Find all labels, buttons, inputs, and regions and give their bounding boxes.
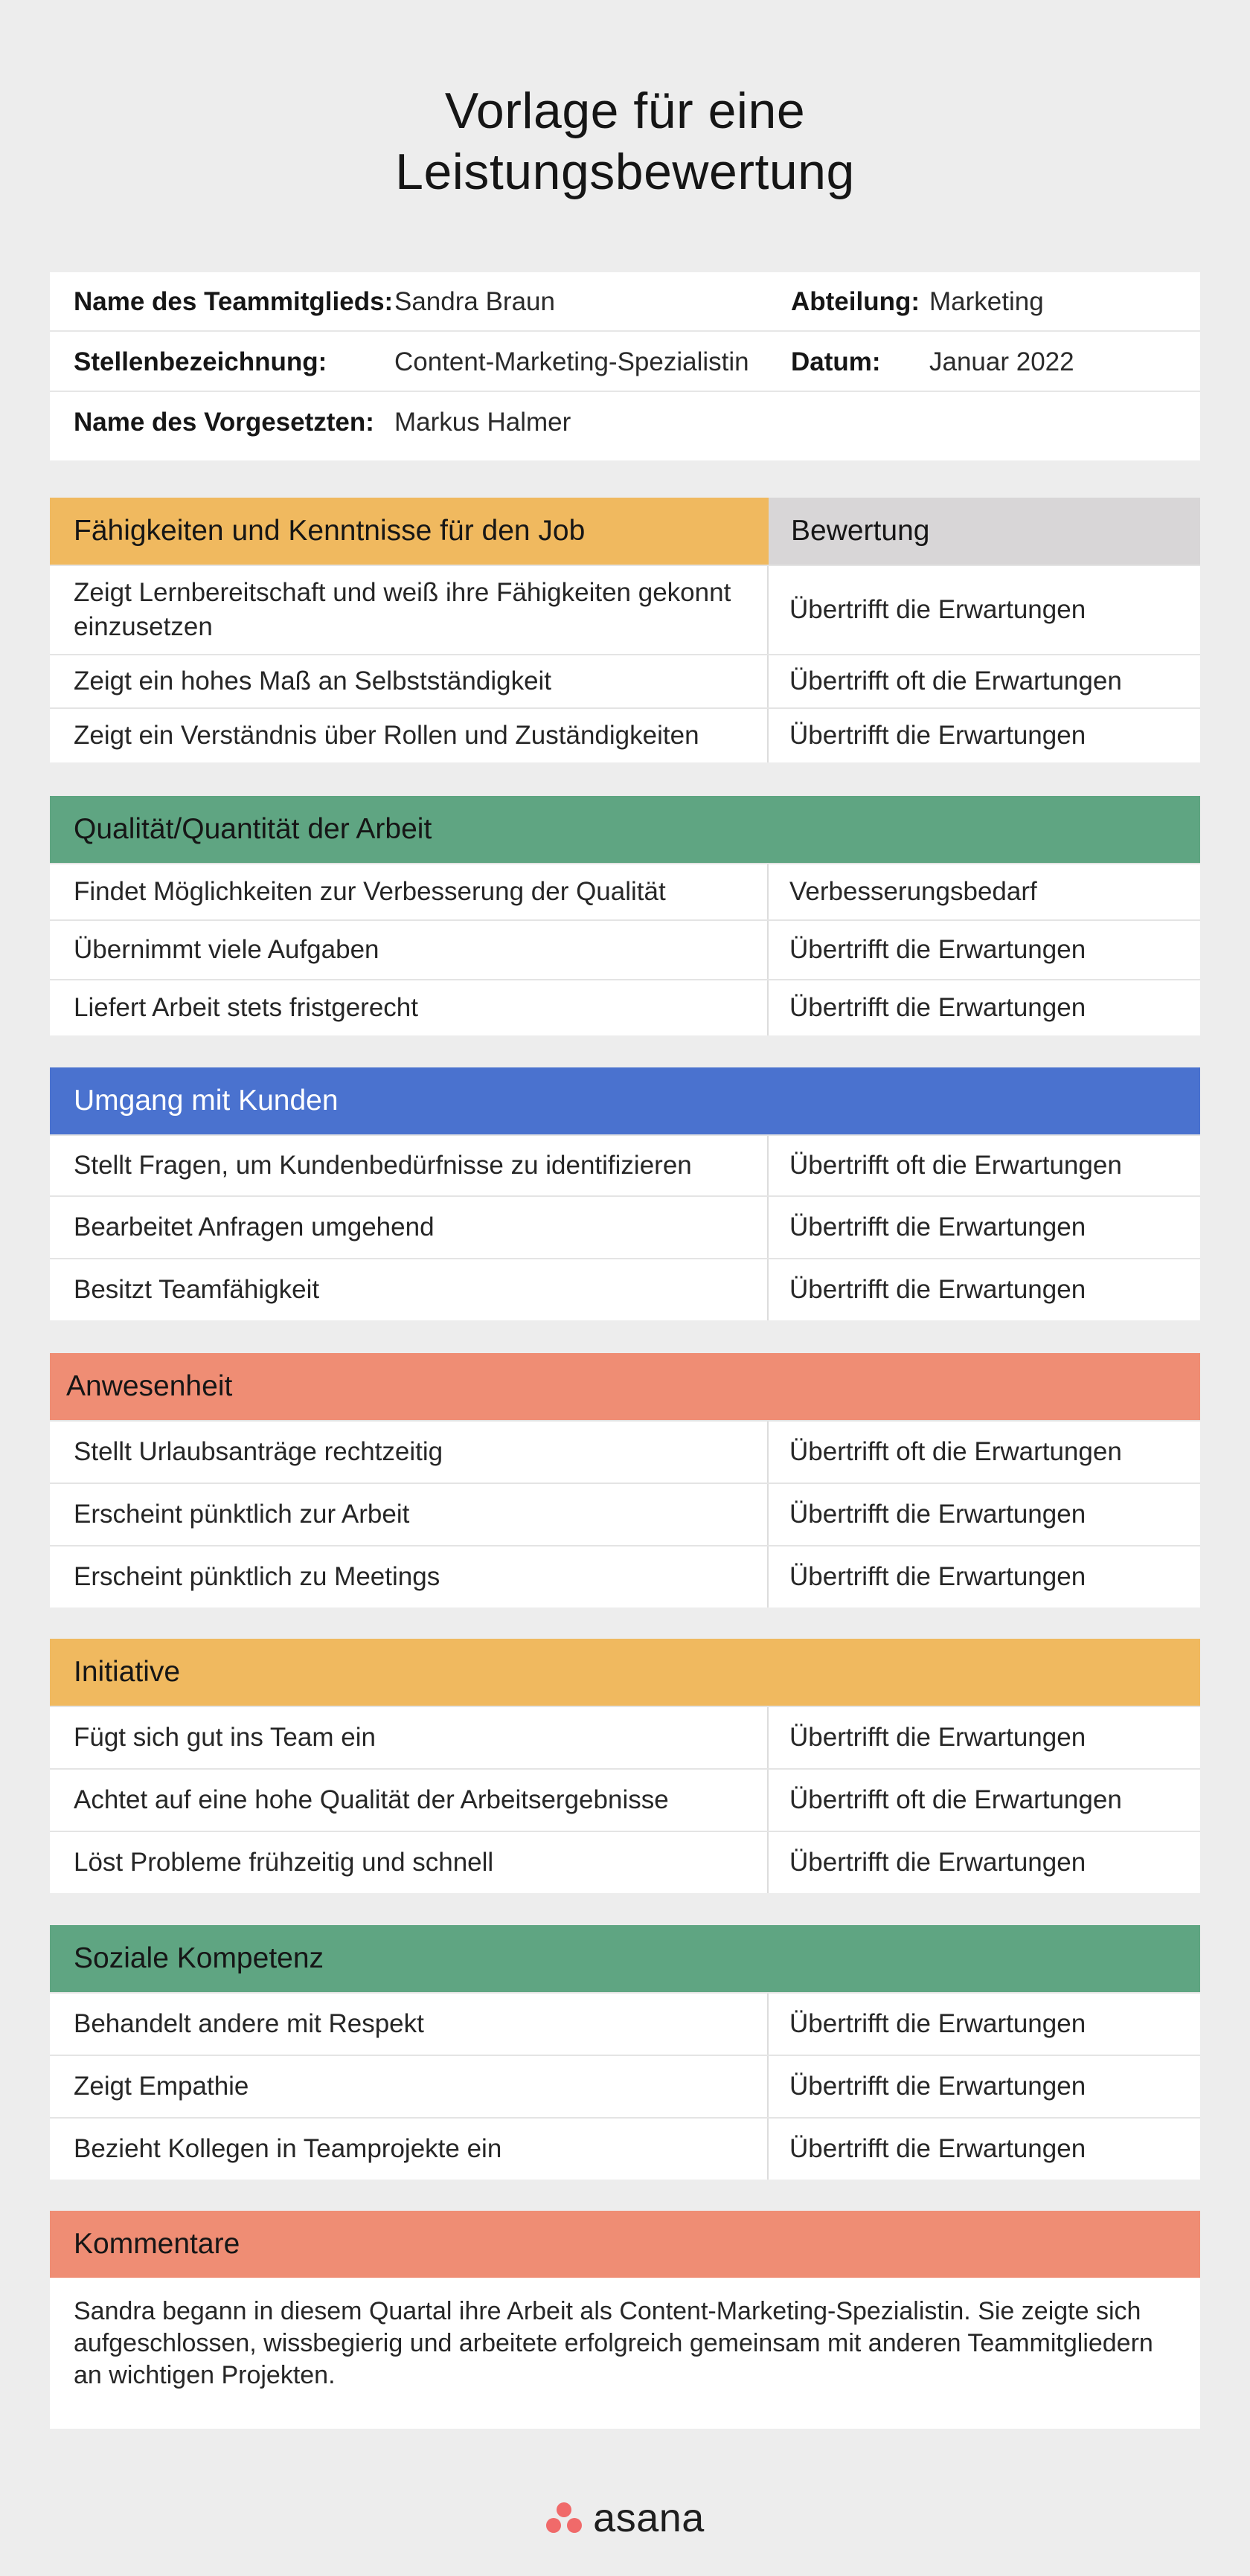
date-label: Datum: (791, 347, 881, 376)
department-value: Marketing (929, 287, 1044, 316)
date-value: Januar 2022 (929, 347, 1074, 376)
criterion-cell: Bearbeitet Anfragen umgehend (50, 1197, 769, 1258)
section-work-quality (50, 796, 1200, 1035)
criterion-cell: Findet Möglichkeiten zur Verbesserung der Qualität (50, 864, 769, 919)
criterion-cell: Zeigt Lernbereitschaft und weiß ihre Fähigkeiten gekonnt einzusetzen (50, 566, 769, 654)
criterion-cell: Bezieht Kollegen in Teamprojekte ein (50, 2119, 769, 2180)
section-title: Initiative (74, 1656, 181, 1688)
section-title: Kommentare (74, 2228, 240, 2260)
rating-cell: Übertrifft oft die Erwartungen (789, 1437, 1122, 1466)
rating-cell: Übertrifft oft die Erwartungen (789, 667, 1122, 696)
criterion-cell: Zeigt ein Verständnis über Rollen und Zuständigkeiten (50, 709, 769, 762)
criterion-cell: Erscheint pünktlich zur Arbeit (50, 1484, 769, 1545)
table-row (50, 1420, 1200, 1483)
rating-cell: Übertrifft die Erwartungen (789, 935, 1086, 964)
section-initiative (50, 1639, 1200, 1893)
criterion-cell: Erscheint pünktlich zu Meetings (50, 1546, 769, 1607)
page-title (0, 80, 1250, 202)
table-row (50, 1545, 1200, 1607)
table-row (50, 1258, 1200, 1320)
rating-column-header: Bewertung (769, 498, 1200, 565)
table-row (50, 707, 1200, 762)
rating-cell: Übertrifft die Erwartungen (789, 993, 1086, 1022)
title-line-1: Vorlage für eine (444, 83, 806, 139)
table-row (50, 654, 1200, 707)
rating-cell: Übertrifft die Erwartungen (789, 1562, 1086, 1591)
asana-logo (0, 2495, 1250, 2541)
section-comments (50, 2211, 1200, 2429)
table-row (50, 1831, 1200, 1893)
table-row (50, 1706, 1200, 1768)
department-label: Abteilung: (791, 287, 920, 316)
table-row (50, 2117, 1200, 2180)
section-title: Qualität/Quantität der Arbeit (74, 813, 432, 845)
rating-cell: Übertrifft die Erwartungen (789, 1212, 1086, 1242)
section-header (50, 498, 1200, 565)
comments-text: Sandra begann in diesem Quartal ihre Arbeit als Content-Marketing-Spezialistin. Sie zeigte sich aufgeschlossen, wissbegierig und arbeitete erfolgreich gemeinsam mit anderen Teammitgliedern an wichtigen Projekten. (74, 2297, 1153, 2389)
table-row (50, 1195, 1200, 1258)
rating-cell: Verbesserungsbedarf (789, 877, 1037, 906)
table-row (50, 979, 1200, 1035)
rating-cell: Übertrifft die Erwartungen (789, 1275, 1086, 1304)
criterion-cell: Zeigt ein hohes Maß an Selbstständigkeit (50, 655, 769, 707)
section-header (50, 796, 1200, 863)
rating-cell: Übertrifft die Erwartungen (789, 595, 1086, 624)
table-row (50, 565, 1200, 654)
section-social-competence (50, 1925, 1200, 2180)
criterion-cell: Löst Probleme frühzeitig und schnell (50, 1832, 769, 1893)
rating-cell: Übertrifft die Erwartungen (789, 1723, 1086, 1752)
name-value: Sandra Braun (394, 287, 555, 316)
rating-cell: Übertrifft die Erwartungen (789, 721, 1086, 750)
position-value: Content-Marketing-Spezialistin (394, 347, 749, 376)
info-row-manager (50, 393, 1200, 452)
criterion-cell: Fügt sich gut ins Team ein (50, 1707, 769, 1768)
section-title: Fähigkeiten und Kenntnisse für den Job (74, 515, 586, 547)
criterion-cell: Behandelt andere mit Respekt (50, 1994, 769, 2055)
employee-info-table (50, 272, 1200, 460)
section-title: Umgang mit Kunden (74, 1085, 339, 1117)
table-row (50, 1483, 1200, 1545)
table-row (50, 1134, 1200, 1195)
criterion-cell: Stellt Urlaubsanträge rechtzeitig (50, 1422, 769, 1483)
rating-cell: Übertrifft die Erwartungen (789, 2134, 1086, 2163)
table-row (50, 1992, 1200, 2055)
criterion-cell: Achtet auf eine hohe Qualität der Arbeitsergebnisse (50, 1770, 769, 1831)
title-line-2: Leistungsbewertung (395, 144, 855, 200)
section-attendance (50, 1353, 1200, 1607)
section-header (50, 1353, 1200, 1420)
info-row-position (50, 333, 1200, 392)
info-row-name (50, 272, 1200, 332)
criterion-cell: Übernimmt viele Aufgaben (50, 921, 769, 979)
table-row (50, 919, 1200, 979)
section-customer-handling (50, 1067, 1200, 1320)
rating-cell: Übertrifft die Erwartungen (789, 2072, 1086, 2101)
table-row (50, 863, 1200, 919)
rating-cell: Übertrifft die Erwartungen (789, 1848, 1086, 1877)
asana-dots-icon (545, 2501, 583, 2535)
criterion-cell: Stellt Fragen, um Kundenbedürfnisse zu identifizieren (50, 1136, 769, 1195)
criterion-cell: Zeigt Empathie (50, 2056, 769, 2117)
section-header (50, 1639, 1200, 1706)
section-title: Soziale Kompetenz (74, 1942, 324, 1974)
table-row (50, 1768, 1200, 1831)
criterion-cell: Besitzt Teamfähigkeit (50, 1259, 769, 1320)
rating-cell: Übertrifft oft die Erwartungen (789, 1151, 1122, 1180)
manager-value: Markus Halmer (394, 408, 571, 437)
section-header (50, 2211, 1200, 2278)
section-job-skills (50, 498, 1200, 762)
position-label: Stellenbezeichnung: (74, 347, 327, 376)
name-label: Name des Teammitglieds: (74, 287, 394, 316)
manager-label: Name des Vorgesetzten: (74, 408, 374, 437)
section-header (50, 1067, 1200, 1134)
section-header (50, 1925, 1200, 1992)
rating-cell: Übertrifft die Erwartungen (789, 1500, 1086, 1529)
rating-cell: Übertrifft oft die Erwartungen (789, 1785, 1122, 1814)
logo-text: asana (593, 2496, 705, 2540)
table-row (50, 2055, 1200, 2117)
rating-cell: Übertrifft die Erwartungen (789, 2009, 1086, 2038)
criterion-cell: Liefert Arbeit stets fristgerecht (50, 980, 769, 1035)
section-title: Anwesenheit (66, 1370, 233, 1402)
